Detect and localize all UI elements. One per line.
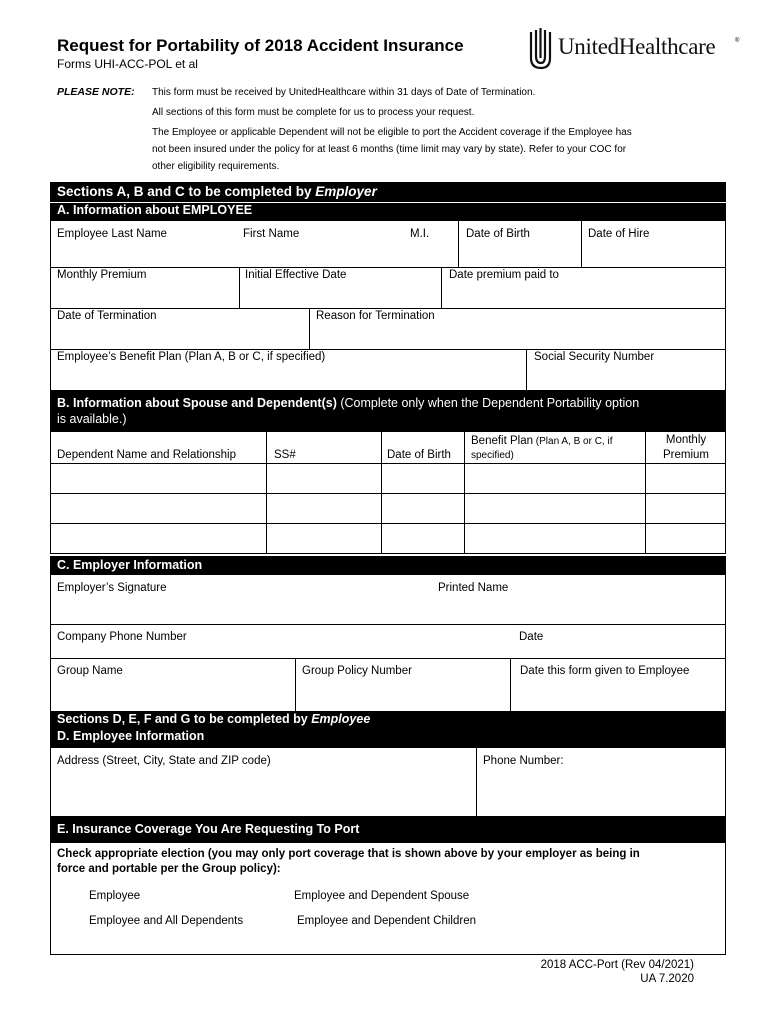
section-d-title: D. Employee Information	[57, 729, 205, 743]
column-benefit-plan-line2: specified)	[471, 450, 514, 461]
date-premium-paid-field[interactable]: Date premium paid to	[449, 269, 559, 281]
option-employee-and-spouse[interactable]: Employee and Dependent Spouse	[294, 890, 470, 902]
reason-for-termination-field[interactable]: Reason for Termination	[316, 310, 435, 322]
table-row[interactable]	[51, 464, 725, 493]
section-a-fields	[50, 221, 726, 390]
section-c-fields	[50, 575, 726, 711]
logo-u-mark-icon	[528, 28, 554, 72]
middle-initial-field[interactable]: M.I.	[410, 228, 430, 240]
company-phone-field[interactable]: Company Phone Number	[57, 631, 187, 643]
logo-wordmark: UnitedHealthcare	[558, 34, 716, 59]
section-e-header	[50, 816, 726, 843]
table-row[interactable]	[51, 494, 725, 523]
address-field[interactable]: Address (Street, City, State and ZIP code)	[57, 755, 271, 767]
section-d-header	[50, 711, 726, 748]
unitedhealthcare-logo	[528, 28, 743, 72]
group-policy-number-field[interactable]: Group Policy Number	[302, 665, 412, 677]
date-of-termination-field[interactable]: Date of Termination	[57, 310, 157, 322]
form-subtitle: Forms UHI-ACC-POL et al	[57, 57, 198, 71]
section-b-header	[50, 390, 726, 432]
social-security-number-field[interactable]: Social Security Number	[534, 351, 655, 363]
form-title: Request for Portability of 2018 Accident Insurance	[57, 36, 464, 55]
option-employee[interactable]: Employee	[89, 890, 141, 902]
table-row[interactable]	[51, 524, 725, 553]
date-given-to-employee-field[interactable]: Date this form given to Employee	[520, 665, 690, 677]
election-instruction-line2: force and portable per the Group policy):	[57, 863, 281, 875]
note-line: This form must be received by UnitedHealthcare within 31 days of Date of Termination.	[152, 87, 536, 98]
note-line: All sections of this form must be complete for us to process your request.	[152, 107, 475, 118]
employee-last-name-field[interactable]: Employee Last Name	[57, 228, 167, 240]
first-name-field[interactable]: First Name	[243, 228, 300, 240]
note-line: not been insured under the policy for at least 6 months (time limit may vary by state). Refer to your COC for	[152, 144, 627, 155]
phone-number-field[interactable]: Phone Number:	[483, 755, 564, 767]
section-b-title: B. Information about Spouse and Dependent(s) (Complete only when the Dependent Portability option	[57, 396, 640, 410]
form-version: UA 7.2020	[640, 973, 694, 985]
sections-defg-heading: Sections D, E, F and G to be completed by Employee	[57, 712, 371, 726]
group-name-field[interactable]: Group Name	[57, 665, 123, 677]
section-c-header	[50, 556, 726, 575]
section-c-title: C. Employer Information	[57, 558, 203, 572]
please-note-label: PLEASE NOTE:	[57, 86, 135, 98]
date-of-hire-field[interactable]: Date of Hire	[588, 228, 650, 240]
employer-signature-field[interactable]: Employer’s Signature	[57, 582, 167, 594]
employee-benefit-plan-field[interactable]: Employee’s Benefit Plan (Plan A, B or C, if specified)	[57, 351, 326, 363]
initial-effective-date-field[interactable]: Initial Effective Date	[245, 269, 347, 281]
section-a-title: A. Information about EMPLOYEE	[57, 203, 253, 217]
form-revision: 2018 ACC-Port (Rev 04/2021)	[540, 959, 694, 971]
note-line: other eligibility requirements.	[152, 161, 280, 172]
column-date-of-birth: Date of Birth	[387, 449, 451, 461]
election-instruction: Check appropriate election (you may only port coverage that is shown above by your employer as being in	[57, 848, 640, 860]
logo-registered-mark: ®	[735, 38, 740, 44]
column-benefit-plan: Benefit Plan (Plan A, B or C, if	[471, 435, 613, 447]
option-employee-and-all-dependents[interactable]: Employee and All Dependents	[89, 915, 244, 927]
printed-name-field[interactable]: Printed Name	[438, 582, 509, 594]
form-footer	[541, 958, 694, 986]
employer-date-field[interactable]: Date	[519, 631, 544, 643]
column-ss-number: SS#	[274, 449, 296, 461]
option-employee-and-children[interactable]: Employee and Dependent Children	[297, 915, 477, 927]
note-line: The Employee or applicable Dependent will not be eligible to port the Accident coverage if the Employee has	[152, 127, 632, 138]
date-of-birth-field[interactable]: Date of Birth	[466, 228, 530, 240]
column-dependent-name: Dependent Name and Relationship	[57, 449, 237, 461]
column-monthly-premium-line2: Premium	[662, 449, 709, 461]
section-b-title-line2: is available.)	[57, 412, 127, 426]
monthly-premium-field[interactable]: Monthly Premium	[57, 269, 147, 281]
section-e-title: E. Insurance Coverage You Are Requesting To Port	[57, 822, 360, 836]
column-monthly-premium: Monthly	[665, 434, 707, 446]
sections-abc-heading: Sections A, B and C to be completed by Employer	[57, 184, 377, 199]
